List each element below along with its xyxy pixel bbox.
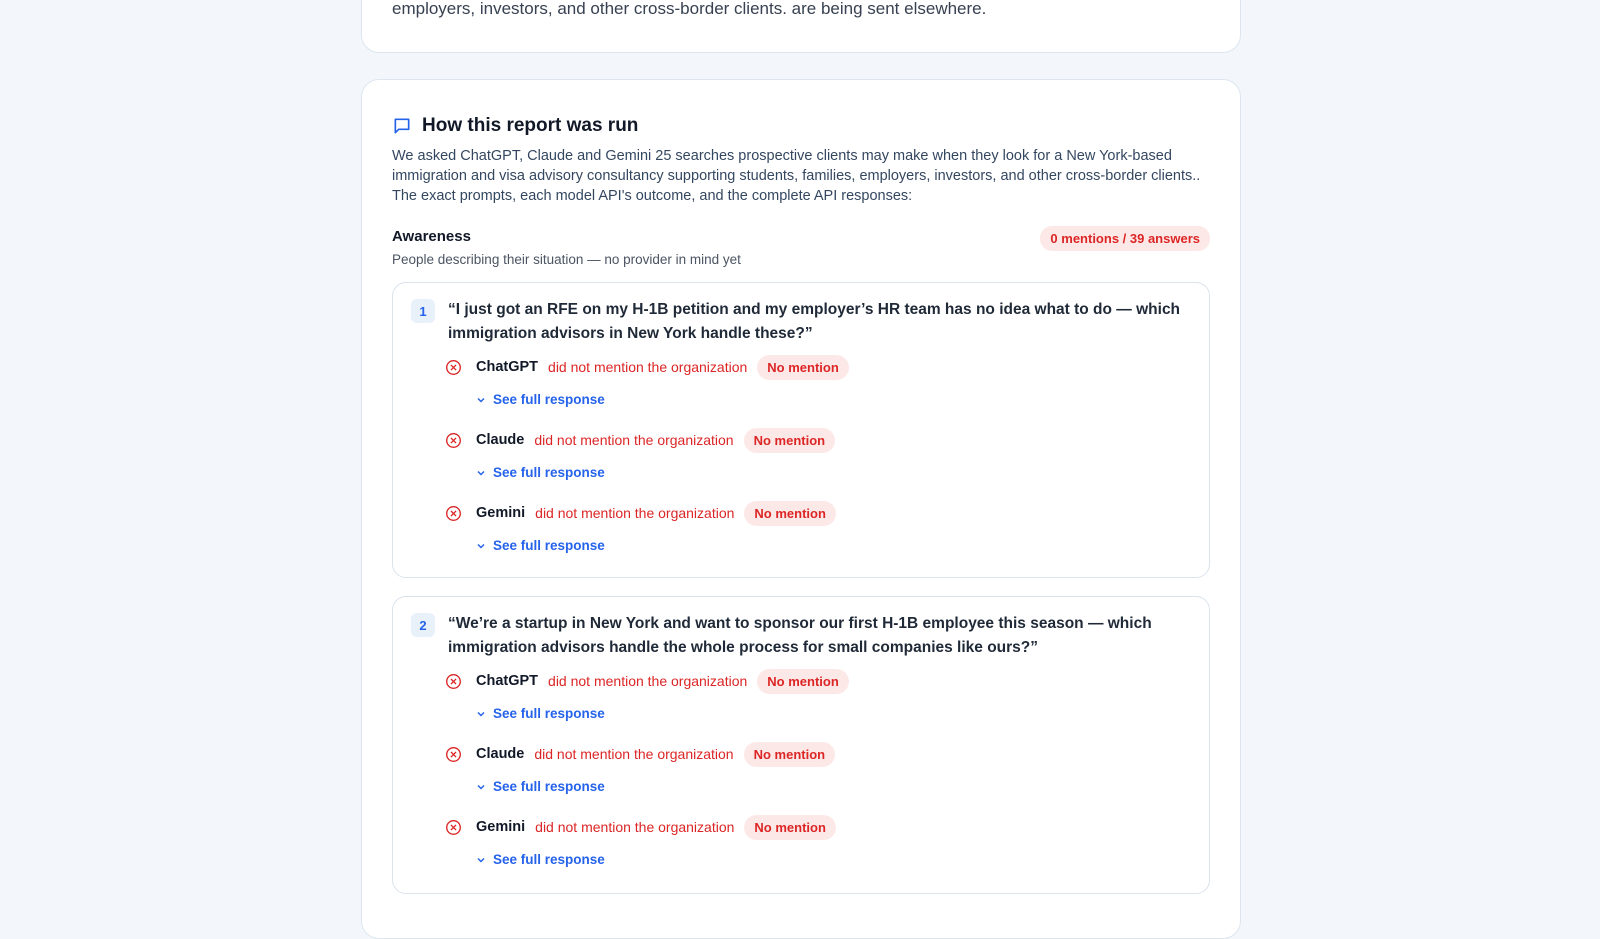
- query-card: [392, 282, 1210, 578]
- x-circle-icon: [445, 673, 462, 690]
- chevron-down-icon: [475, 394, 487, 406]
- chevron-down-icon: [475, 708, 487, 720]
- see-full-response-link[interactable]: [475, 706, 605, 721]
- see-full-response-link[interactable]: [475, 779, 605, 794]
- chat-bubble-icon: [392, 116, 412, 136]
- x-circle-icon: [445, 432, 462, 449]
- see-full-response-label: See full response: [493, 538, 605, 553]
- result-row-claude: [445, 427, 835, 453]
- model-name: Gemini: [476, 505, 526, 521]
- result-row-gemini: [445, 500, 836, 526]
- awareness-subtitle: People describing their situation — no provider in mind yet: [392, 252, 741, 267]
- no-mention-badge: No mention: [757, 669, 849, 694]
- model-name: ChatGPT: [476, 359, 539, 375]
- result-status: did not mention the organization: [548, 673, 748, 689]
- method-header: [392, 115, 638, 137]
- no-mention-badge: No mention: [744, 742, 836, 767]
- see-full-response-label: See full response: [493, 706, 605, 721]
- x-circle-icon: [445, 505, 462, 522]
- x-circle-icon: [445, 819, 462, 836]
- x-circle-icon: [445, 359, 462, 376]
- result-status: did not mention the organization: [535, 819, 735, 835]
- no-mention-badge: No mention: [744, 815, 836, 840]
- intro-card: [361, 0, 1241, 53]
- see-full-response-label: See full response: [493, 465, 605, 480]
- query-number: 1: [411, 299, 435, 323]
- method-description: We asked ChatGPT, Claude and Gemini 25 searches prospective clients may make when they look for a New York-based immigration and visa advisory consultancy supporting students, families, employers, investors, and other cross-border clients.. The exact prompts, each model API's outcome, and the complete API responses:: [392, 148, 1201, 204]
- chevron-down-icon: [475, 467, 487, 479]
- model-name: Gemini: [476, 819, 526, 835]
- intro-text: employers, investors, and other cross-border clients. are being sent elsewhere.: [392, 0, 987, 18]
- model-name: ChatGPT: [476, 673, 539, 689]
- see-full-response-link[interactable]: [475, 465, 605, 480]
- query-text: “We’re a startup in New York and want to sponsor our first H-1B employee this season — which immigration advisors handle the whole process for small companies like ours?”: [448, 615, 1152, 656]
- result-status: did not mention the organization: [535, 505, 735, 521]
- see-full-response-label: See full response: [493, 852, 605, 867]
- query-card: [392, 596, 1210, 894]
- chevron-down-icon: [475, 854, 487, 866]
- result-status: did not mention the organization: [534, 746, 734, 762]
- method-card: [361, 79, 1241, 939]
- result-row-chatgpt: [445, 354, 849, 380]
- method-title: How this report was run: [422, 115, 639, 136]
- result-row-claude: [445, 741, 835, 767]
- see-full-response-link[interactable]: [475, 392, 605, 407]
- result-row-gemini: [445, 814, 836, 840]
- no-mention-badge: No mention: [744, 501, 836, 526]
- awareness-title: Awareness: [392, 228, 471, 245]
- x-circle-icon: [445, 746, 462, 763]
- chevron-down-icon: [475, 781, 487, 793]
- result-status: did not mention the organization: [548, 359, 748, 375]
- result-status: did not mention the organization: [534, 432, 734, 448]
- model-name: Claude: [476, 432, 525, 448]
- see-full-response-link[interactable]: [475, 538, 605, 553]
- model-name: Claude: [476, 746, 525, 762]
- see-full-response-label: See full response: [493, 779, 605, 794]
- query-text: “I just got an RFE on my H-1B petition and my employer’s HR team has no idea what to do — which immigration advisors in New York handle these?”: [448, 301, 1181, 342]
- query-number: 2: [411, 613, 435, 637]
- chevron-down-icon: [475, 540, 487, 552]
- see-full-response-label: See full response: [493, 392, 605, 407]
- mention-count-badge: 0 mentions / 39 answers: [1040, 226, 1210, 251]
- no-mention-badge: No mention: [744, 428, 836, 453]
- no-mention-badge: No mention: [757, 355, 849, 380]
- see-full-response-link[interactable]: [475, 852, 605, 867]
- result-row-chatgpt: [445, 668, 849, 694]
